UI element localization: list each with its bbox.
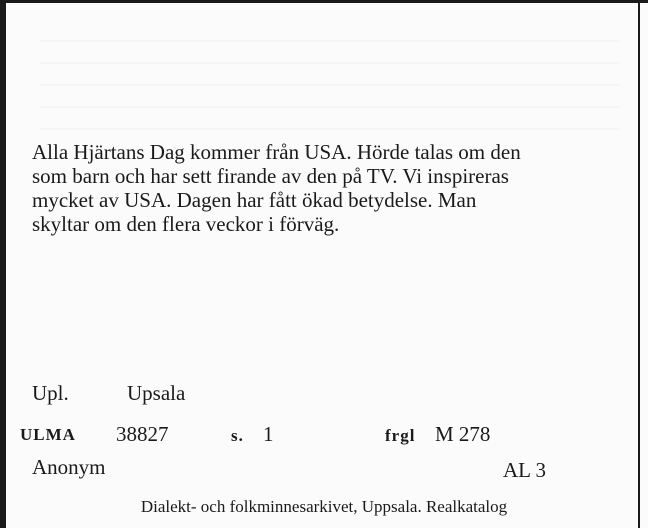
bleed-through-texture (40, 20, 620, 130)
body-line: Alla Hjärtans Dag kommer från USA. Hörde talas om den (32, 140, 521, 164)
archive-footer: Dialekt- och folkminnesarkivet, Uppsala. Realkatalog (140, 497, 508, 516)
questionnaire-label: frgl (385, 426, 416, 445)
questionnaire-number: M 278 (435, 422, 491, 446)
body-line: som barn och har sett firande av den på TV. Vi inspireras (32, 164, 509, 188)
card-body-text (32, 140, 622, 236)
archive-label: ULMA (20, 425, 76, 444)
place-name: Upsala (127, 381, 186, 405)
card-border-right (638, 0, 640, 528)
body-line: skyltar om den flera veckor i förväg. (32, 212, 340, 236)
card-border-top (0, 0, 648, 3)
page-number: 1 (263, 422, 274, 446)
province-label: Upl. (32, 381, 69, 405)
card-border-left (0, 0, 6, 528)
body-line: mycket av USA. Dagen har fått ökad betydelse. Man (32, 188, 477, 212)
category-code: AL 3 (503, 458, 546, 482)
page-label: s. (231, 426, 244, 445)
archive-number: 38827 (116, 422, 169, 446)
informant: Anonym (32, 455, 106, 479)
